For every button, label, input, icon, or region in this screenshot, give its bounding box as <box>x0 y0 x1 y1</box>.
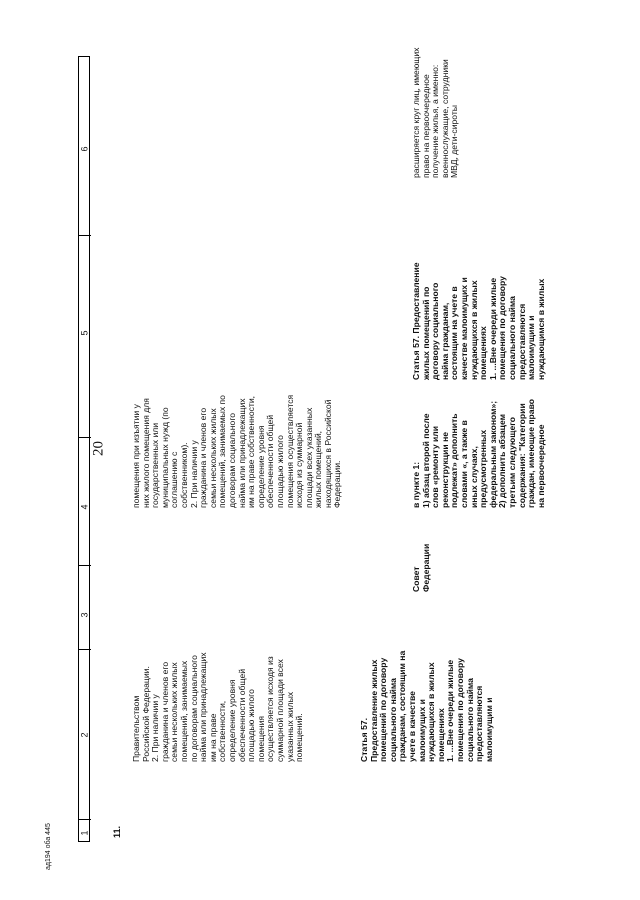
column-separator <box>79 819 91 820</box>
print-stamp: ад194 оба 445 <box>45 823 52 870</box>
column-header-1: 1 <box>79 830 90 836</box>
table-header-strip <box>78 56 90 842</box>
page-number: 20 <box>90 441 107 456</box>
column-header-3: 3 <box>79 612 90 618</box>
row-number: 11. <box>112 825 122 838</box>
column-header-4: 4 <box>79 504 90 510</box>
row11-col6: расширяется круг лиц, имеющих право на первоочередное получение жилья, а именно: военнослужащие, сотрудники МВД, дети-сироты <box>411 47 460 178</box>
column-header-5: 5 <box>79 330 90 336</box>
column-separator <box>79 649 91 650</box>
column-header-2: 2 <box>79 732 90 738</box>
prev-row-col5: помещения при изъятии у них жилого помещения для государственных или муниципальных нужд (по соглашению с собственником). 2. При наличии у гражданина и членов его семьи нескольких жилых помещений, занимаемых по договорам социального найма или принадлежащих им на праве собственности, определение уровня обеспеченности общей площадью жилого помещения осуществляется исходя из суммарной площади всех указанных жилых помещений, находящихся в Российской Федерации. <box>131 394 343 508</box>
column-header-6: 6 <box>79 146 90 152</box>
row11-col3: Совет Федерации <box>411 543 431 592</box>
column-separator <box>79 565 91 566</box>
row11-col2: Статья 57. Предоставление жилых помещений по договору социального найма гражданам, состоящим на учете в качестве малоимущих и нуждающихся в жилых помещениях 1. ...Вне очереди жилые помещения по договору социального найма предоставляются малоимущим и <box>359 650 494 762</box>
column-separator <box>79 235 91 236</box>
row11-col5: Статья 57. Предоставление жилых помещений по договору социального найма гражданам, состоящим на учете в качестве малоимущих и нуждающихся в жилых помещениях 1. ...Вне очереди жилые помещения по договору социального найма предоставляются малоимущим и нуждающимся в жилых <box>411 262 546 380</box>
row11-col4: в пункте 1: 1) абзац второй после слов «ремонту или реконструкции не подлежат» дополнить словами «, а также в иных случаях, предусмотренных федеральным законом»; 2) дополнить абзацем третьим следующего содержания: "Категории граждан, имеющие право на первоочередное <box>411 399 546 508</box>
column-separator <box>79 437 91 438</box>
prev-row-col2: Правительством Российской Федерации. 2. При наличии у гражданина и членов его семьи нескольких жилых помещений, занимаемых по договорам социального найма или принадлежащих им на праве собственности, определение уровня обеспеченности общей площадью жилого помещения осуществляется исходя из суммарной площади всех указанных жилых помещений. <box>131 652 305 762</box>
